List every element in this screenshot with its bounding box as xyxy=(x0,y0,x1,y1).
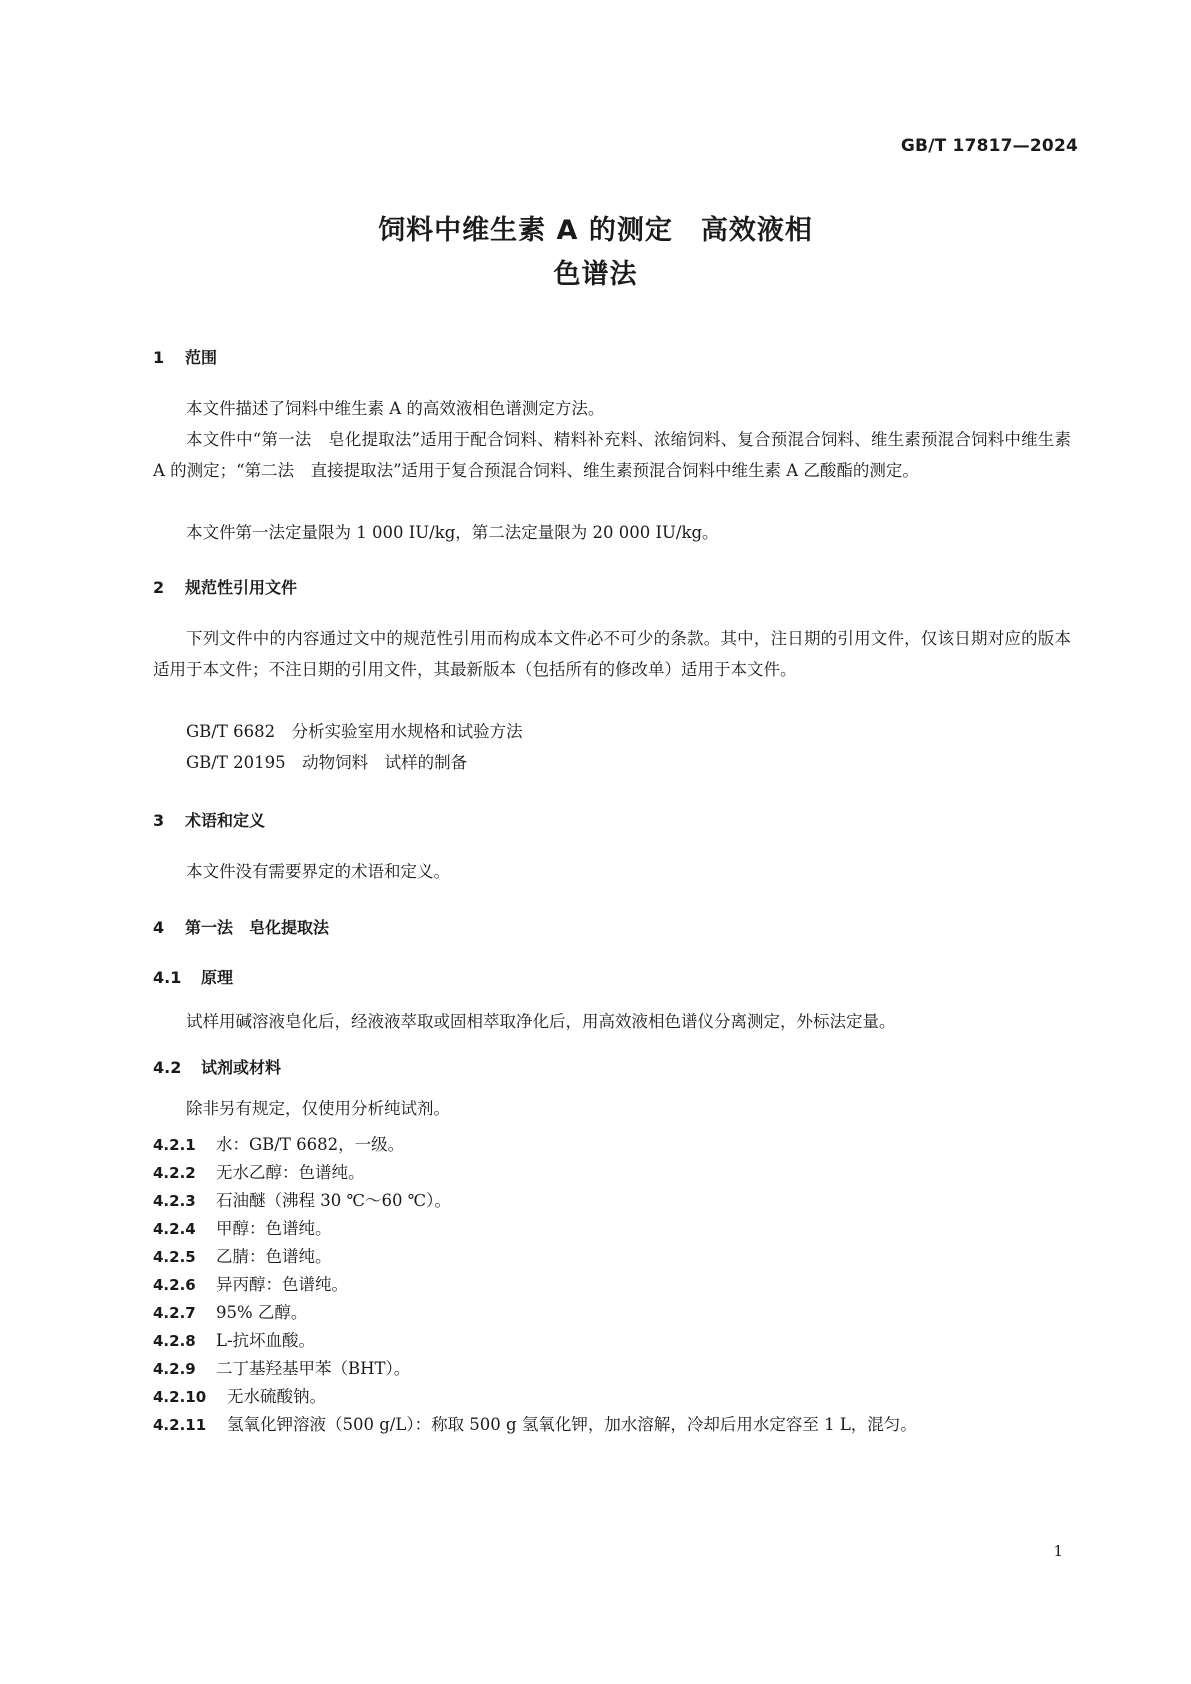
item-text: 石油醚（沸程 30 ℃～60 ℃）。 xyxy=(216,1191,451,1210)
item-number: 4.2.2 xyxy=(153,1164,196,1182)
section-number: 1 xyxy=(153,348,165,367)
subsection-number: 4.2 xyxy=(153,1058,182,1077)
section-4-2-heading xyxy=(153,1055,281,1078)
section-2-heading xyxy=(153,575,297,598)
item-text: 水：GB/T 6682，一级。 xyxy=(216,1135,405,1154)
item-number: 4.2.4 xyxy=(153,1220,196,1238)
section-title: 范围 xyxy=(185,348,218,367)
section-title: 规范性引用文件 xyxy=(185,578,298,597)
section-title: 第一法 皂化提取法 xyxy=(185,918,330,937)
section-title: 术语和定义 xyxy=(185,811,266,830)
reagent-item xyxy=(153,1159,365,1183)
section-3-paragraph-1: 本文件没有需要界定的术语和定义。 xyxy=(186,862,450,881)
section-4-2-paragraph-1: 除非另有规定，仅使用分析纯试剂。 xyxy=(186,1099,450,1118)
item-text: 甲醇：色谱纯。 xyxy=(216,1219,332,1238)
item-number: 4.2.8 xyxy=(153,1332,196,1350)
section-4-1-heading xyxy=(153,965,233,988)
item-number: 4.2.3 xyxy=(153,1192,196,1210)
item-number: 4.2.7 xyxy=(153,1304,196,1322)
normative-reference-1: GB/T 6682 分析实验室用水规格和试验方法 xyxy=(186,722,523,741)
subsection-title: 试剂或材料 xyxy=(201,1058,282,1077)
reagent-item xyxy=(153,1215,332,1239)
item-text: 无水乙醇：色谱纯。 xyxy=(216,1163,365,1182)
section-1-heading xyxy=(153,345,217,368)
section-1-paragraph-3: 本文件第一法定量限为 1 000 IU/kg，第二法定量限为 20 000 IU/kg。 xyxy=(186,523,719,542)
section-number: 2 xyxy=(153,578,165,597)
item-text: 无水硫酸钠。 xyxy=(227,1387,326,1406)
item-text: 异丙醇：色谱纯。 xyxy=(216,1275,348,1294)
section-1-paragraph-2: 本文件中“第一法 皂化提取法”适用于配合饲料、精料补充料、浓缩饲料、复合预混合饲料、维生素预混合饲料中维生素 A 的测定；“第二法 直接提取法”适用于复合预混合饲料、维生素预混合饲料中维生素 A 乙酸酯的测定。 xyxy=(153,430,1071,480)
item-number: 4.2.5 xyxy=(153,1248,196,1266)
section-1-paragraph-1: 本文件描述了饲料中维生素 A 的高效液相色谱测定方法。 xyxy=(186,399,605,418)
reagent-item xyxy=(153,1271,348,1295)
section-4-heading xyxy=(153,915,329,938)
reagent-item xyxy=(153,1299,307,1323)
reagent-item xyxy=(153,1131,404,1155)
page-number: 1 xyxy=(1053,1542,1063,1560)
reagent-item xyxy=(153,1383,326,1407)
section-2-paragraph-1: 下列文件中的内容通过文中的规范性引用而构成本文件必不可少的条款。其中，注日期的引用文件，仅该日期对应的版本适用于本文件；不注日期的引用文件，其最新版本（包括所有的修改单）适用于本文件。 xyxy=(153,629,1071,679)
section-3-heading xyxy=(153,808,265,831)
item-text: 95% 乙醇。 xyxy=(216,1303,308,1322)
standard-code: GB/T 17817—2024 xyxy=(900,136,1078,156)
reagent-item xyxy=(153,1411,917,1435)
reagent-item xyxy=(153,1355,410,1379)
item-number: 4.2.6 xyxy=(153,1276,196,1294)
section-4-1-paragraph-1: 试样用碱溶液皂化后，经液液萃取或固相萃取净化后，用高效液相色谱仪分离测定，外标法定量。 xyxy=(186,1012,896,1031)
subsection-title: 原理 xyxy=(201,968,234,987)
item-text: L-抗坏血酸。 xyxy=(216,1331,316,1350)
reagent-item xyxy=(153,1243,332,1267)
item-number: 4.2.9 xyxy=(153,1360,196,1378)
section-number: 3 xyxy=(153,811,165,830)
item-text: 氢氧化钾溶液（500 g/L）：称取 500 g 氢氧化钾，加水溶解，冷却后用水定容至 1 L，混匀。 xyxy=(227,1415,917,1434)
item-number: 4.2.10 xyxy=(153,1388,207,1406)
reagent-item xyxy=(153,1187,451,1211)
subsection-number: 4.1 xyxy=(153,968,182,987)
item-text: 乙腈：色谱纯。 xyxy=(216,1247,332,1266)
section-number: 4 xyxy=(153,918,165,937)
normative-reference-2: GB/T 20195 动物饲料 试样的制备 xyxy=(186,753,468,772)
item-text: 二丁基羟基甲苯（BHT）。 xyxy=(216,1359,411,1378)
item-number: 4.2.11 xyxy=(153,1416,207,1434)
item-number: 4.2.1 xyxy=(153,1136,196,1154)
reagent-item xyxy=(153,1327,315,1351)
document-title-line-1: 饲料中维生素 A 的测定 高效液相 xyxy=(378,215,813,246)
document-title-line-2: 色谱法 xyxy=(553,259,638,290)
